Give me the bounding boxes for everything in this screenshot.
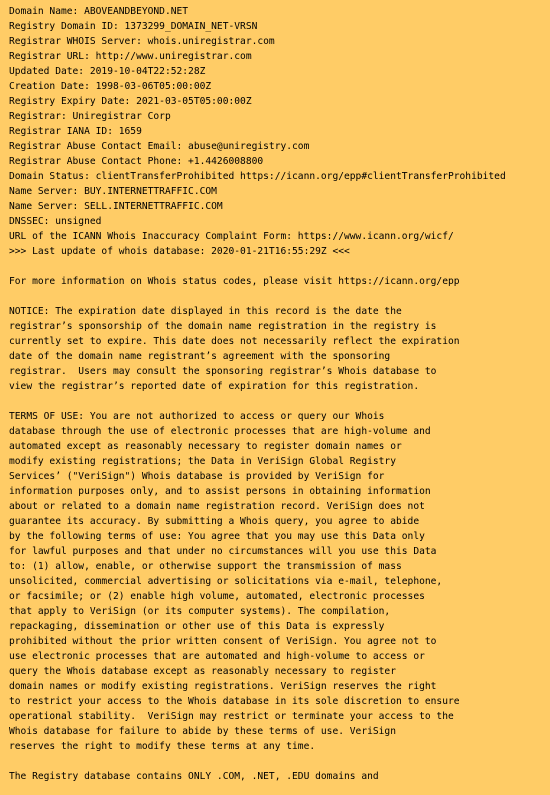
whois-line: repackaging, dissemination or other use of this Data is expressly xyxy=(9,621,385,632)
whois-line: automated except as reasonably necessary to register domain names or xyxy=(9,441,402,452)
whois-line: TERMS OF USE: You are not authorized to access or query our Whois xyxy=(9,411,385,422)
whois-line: to restrict your access to the Whois database in its sole discretion to ensure xyxy=(9,696,460,707)
whois-line: query the Whois database except as reasonably necessary to register xyxy=(9,666,396,677)
blank-line xyxy=(9,259,550,274)
whois-line: Services’ ("VeriSign") Whois database is provided by VeriSign for xyxy=(9,471,385,482)
whois-line: Registrar URL: http://www.uniregistrar.com xyxy=(9,51,252,62)
whois-line: Registrar WHOIS Server: whois.uniregistrar.com xyxy=(9,36,275,47)
whois-line: reserves the right to modify these terms at any time. xyxy=(9,741,316,752)
whois-line: Registry Domain ID: 1373299_DOMAIN_NET-VRSN xyxy=(9,21,258,32)
whois-line: For more information on Whois status codes, please visit https://icann.org/epp xyxy=(9,276,460,287)
whois-line: about or related to a domain name registration record. VeriSign does not xyxy=(9,501,425,512)
whois-line: Whois database for failure to abide by these terms of use. VeriSign xyxy=(9,726,396,737)
whois-line: operational stability. VeriSign may restrict or terminate your access to the xyxy=(9,711,454,722)
whois-line: Registry Expiry Date: 2021-03-05T05:00:00Z xyxy=(9,96,252,107)
whois-line: information purposes only, and to assist persons in obtaining information xyxy=(9,486,431,497)
whois-line: Registrar Abuse Contact Phone: +1.4426008800 xyxy=(9,156,264,167)
whois-line: or facsimile; or (2) enable high volume, automated, electronic processes xyxy=(9,591,425,602)
whois-line: domain names or modify existing registrations. VeriSign reserves the right xyxy=(9,681,437,692)
whois-line: Domain Name: ABOVEANDBEYOND.NET xyxy=(9,6,189,17)
whois-line: Domain Status: clientTransferProhibited https://icann.org/epp#clientTransferProhibited xyxy=(9,171,506,182)
whois-line: Creation Date: 1998-03-06T05:00:00Z xyxy=(9,81,212,92)
whois-line: guarantee its accuracy. By submitting a Whois query, you agree to abide xyxy=(9,516,420,527)
whois-line: that apply to VeriSign (or its computer systems). The compilation, xyxy=(9,606,391,617)
whois-line: registrar. Users may consult the sponsoring registrar’s Whois database to xyxy=(9,366,437,377)
whois-line: by the following terms of use: You agree that you may use this Data only xyxy=(9,531,425,542)
whois-line: unsolicited, commercial advertising or solicitations via e-mail, telephone, xyxy=(9,576,443,587)
whois-line: date of the domain name registrant’s agreement with the sponsoring xyxy=(9,351,391,362)
blank-line xyxy=(9,394,550,409)
whois-line: URL of the ICANN Whois Inaccuracy Complaint Form: https://www.icann.org/wicf/ xyxy=(9,231,454,242)
whois-line: Registrar Abuse Contact Email: abuse@uniregistry.com xyxy=(9,141,310,152)
whois-line: currently set to expire. This date does not necessarily reflect the expiration xyxy=(9,336,460,347)
whois-line: NOTICE: The expiration date displayed in this record is the date the xyxy=(9,306,402,317)
whois-line: Name Server: BUY.INTERNETTRAFFIC.COM xyxy=(9,186,217,197)
whois-line: Registrar IANA ID: 1659 xyxy=(9,126,142,137)
whois-line: use electronic processes that are automated and high-volume to access or xyxy=(9,651,425,662)
whois-line: prohibited without the prior written consent of VeriSign. You agree not to xyxy=(9,636,437,647)
whois-line: view the registrar’s reported date of expiration for this registration. xyxy=(9,381,420,392)
whois-line: registrar’s sponsorship of the domain name registration in the registry is xyxy=(9,321,437,332)
whois-line: The Registry database contains ONLY .COM, .NET, .EDU domains and xyxy=(9,771,379,782)
whois-line: >>> Last update of whois database: 2020-01-21T16:55:29Z <<< xyxy=(9,246,350,257)
whois-line: modify existing registrations; the Data in VeriSign Global Registry xyxy=(9,456,396,467)
whois-line: to: (1) allow, enable, or otherwise support the transmission of mass xyxy=(9,561,402,572)
whois-line: DNSSEC: unsigned xyxy=(9,216,102,227)
whois-line: Name Server: SELL.INTERNETTRAFFIC.COM xyxy=(9,201,223,212)
whois-line: for lawful purposes and that under no circumstances will you use this Data xyxy=(9,546,437,557)
whois-line: Updated Date: 2019-10-04T22:52:28Z xyxy=(9,66,206,77)
whois-line: database through the use of electronic processes that are high-volume and xyxy=(9,426,431,437)
whois-line: Registrar: Uniregistrar Corp xyxy=(9,111,171,122)
blank-line xyxy=(9,289,550,304)
blank-line xyxy=(9,754,550,769)
